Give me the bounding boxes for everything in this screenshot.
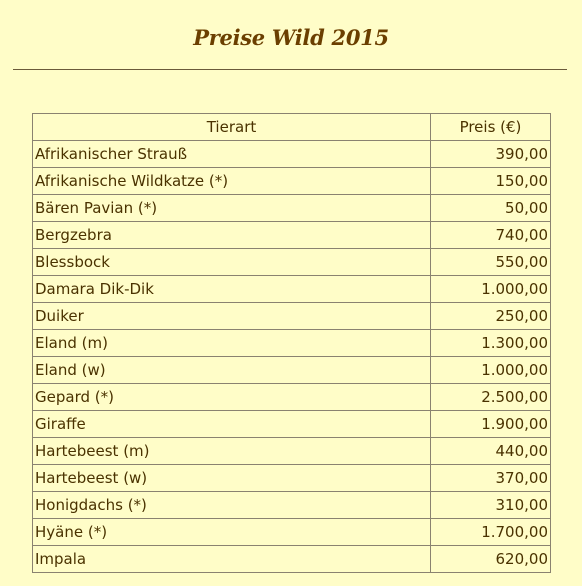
table-row (33, 384, 551, 411)
table-row (33, 141, 551, 168)
animal-cell: Eland (m) (33, 330, 431, 357)
table-row (33, 303, 551, 330)
price-cell: 1.000,00 (431, 357, 551, 384)
animal-cell: Hartebeest (m) (33, 438, 431, 465)
animal-cell: Hartebeest (w) (33, 465, 431, 492)
price-cell: 150,00 (431, 168, 551, 195)
price-cell: 1.000,00 (431, 276, 551, 303)
table-row (33, 438, 551, 465)
price-cell: 50,00 (431, 195, 551, 222)
animal-cell: Bergzebra (33, 222, 431, 249)
animal-cell: Damara Dik-Dik (33, 276, 431, 303)
price-cell: 2.500,00 (431, 384, 551, 411)
animal-cell: Bären Pavian (*) (33, 195, 431, 222)
animal-cell: Gepard (*) (33, 384, 431, 411)
price-cell: 1.900,00 (431, 411, 551, 438)
column-header-animal: Tierart (33, 114, 431, 141)
price-cell: 390,00 (431, 141, 551, 168)
table-row (33, 492, 551, 519)
table-row (33, 249, 551, 276)
animal-cell: Afrikanischer Strauß (33, 141, 431, 168)
animal-cell: Impala (33, 546, 431, 573)
table-row (33, 330, 551, 357)
animal-cell: Eland (w) (33, 357, 431, 384)
price-cell: 440,00 (431, 438, 551, 465)
animal-cell: Afrikanische Wildkatze (*) (33, 168, 431, 195)
table-row (33, 546, 551, 573)
table-row (33, 465, 551, 492)
animal-cell: Honigdachs (*) (33, 492, 431, 519)
price-cell: 740,00 (431, 222, 551, 249)
animal-cell: Blessbock (33, 249, 431, 276)
animal-cell: Giraffe (33, 411, 431, 438)
price-cell: 550,00 (431, 249, 551, 276)
price-cell: 1.300,00 (431, 330, 551, 357)
column-header-price: Preis (€) (431, 114, 551, 141)
price-cell: 620,00 (431, 546, 551, 573)
table-row (33, 357, 551, 384)
price-table (32, 113, 551, 573)
animal-cell: Duiker (33, 303, 431, 330)
table-row (33, 168, 551, 195)
table-row (33, 411, 551, 438)
price-cell: 250,00 (431, 303, 551, 330)
price-table-body (33, 141, 551, 573)
price-cell: 1.700,00 (431, 519, 551, 546)
table-row (33, 276, 551, 303)
animal-cell: Hyäne (*) (33, 519, 431, 546)
table-row (33, 519, 551, 546)
page-title: Preise Wild 2015 (193, 25, 389, 50)
table-row (33, 222, 551, 249)
price-cell: 310,00 (431, 492, 551, 519)
title-divider (13, 69, 567, 70)
table-header-row (33, 114, 551, 141)
price-cell: 370,00 (431, 465, 551, 492)
table-row (33, 195, 551, 222)
